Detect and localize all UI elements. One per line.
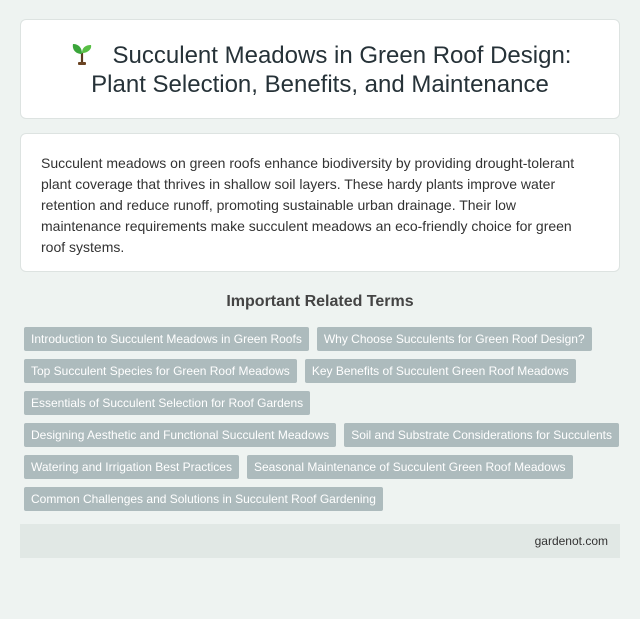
related-terms-list — [20, 327, 620, 511]
page-title — [60, 40, 580, 99]
related-term-tag[interactable]: Why Choose Succulents for Green Roof Design? — [317, 327, 592, 351]
related-term-tag[interactable]: Common Challenges and Solutions in Succulent Roof Gardening — [24, 487, 383, 511]
summary-text: Succulent meadows on green roofs enhance biodiversity by providing drought-tolerant plant coverage that thrives in shallow soil layers. These hardy plants improve water retention and reduce runoff, promoting sustainable urban drainage. Their low maintenance requirements make succulent meadows an eco-friendly choice for green roof systems. — [41, 155, 575, 255]
summary-card — [20, 133, 620, 272]
related-term-tag[interactable]: Soil and Substrate Considerations for Succulents — [344, 423, 619, 447]
sprout-icon — [69, 40, 95, 66]
related-term-tag[interactable]: Top Succulent Species for Green Roof Meadows — [24, 359, 297, 383]
related-term-tag[interactable]: Essentials of Succulent Selection for Roof Gardens — [24, 391, 310, 415]
related-term-tag[interactable]: Watering and Irrigation Best Practices — [24, 455, 239, 479]
related-term-tag[interactable]: Seasonal Maintenance of Succulent Green Roof Meadows — [247, 455, 573, 479]
related-term-tag[interactable]: Introduction to Succulent Meadows in Green Roofs — [24, 327, 309, 351]
footer — [20, 524, 620, 558]
related-term-tag[interactable]: Designing Aesthetic and Functional Succulent Meadows — [24, 423, 336, 447]
title-card — [20, 19, 620, 119]
page-title-text: Succulent Meadows in Green Roof Design: Plant Selection, Benefits, and Maintenance — [91, 41, 572, 98]
related-terms-heading: Important Related Terms — [226, 293, 414, 310]
footer-site[interactable]: gardenot.com — [534, 534, 608, 548]
page — [0, 19, 640, 558]
related-term-tag[interactable]: Key Benefits of Succulent Green Roof Meadows — [305, 359, 576, 383]
